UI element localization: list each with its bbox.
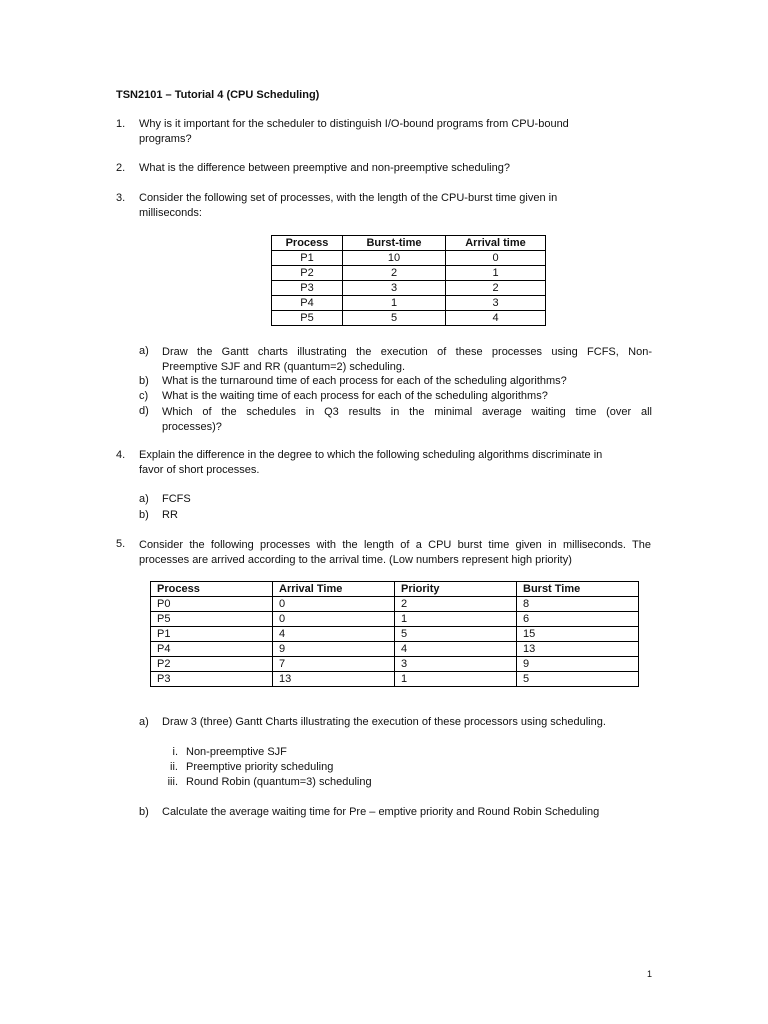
q1-text-line2: programs? [139, 133, 192, 145]
table-cell: 3 [395, 657, 517, 672]
q5-part-a-text: Draw 3 (three) Gantt Charts illustrating the execution of these processors using scheduling. [162, 716, 606, 728]
table-cell: 7 [273, 657, 395, 672]
q3-part-c-text: What is the waiting time of each process for each of the scheduling algorithms? [162, 390, 548, 402]
table-cell: P2 [272, 266, 343, 281]
table-cell: P5 [151, 612, 273, 627]
table-cell: 5 [343, 311, 446, 326]
table-cell: 3 [343, 281, 446, 296]
q3-text-line1: Consider the following set of processes, with the length of the CPU-burst time given in [139, 192, 558, 204]
q5-subpart-ii-text: Preemptive priority scheduling [186, 761, 334, 773]
table-cell: 6 [517, 612, 639, 627]
table-cell: P1 [272, 251, 343, 266]
table-row [151, 657, 639, 672]
q3-part-d-line2: processes)? [162, 421, 222, 433]
table-row [272, 266, 546, 281]
table-cell: 2 [395, 597, 517, 612]
q3-part-label: d) [139, 405, 149, 417]
q4-part-label: a) [139, 493, 149, 505]
table-header-row [151, 582, 639, 597]
q3-text-line2: milliseconds: [139, 207, 202, 219]
table-row [272, 296, 546, 311]
q3-part-a-line1: Draw the Gantt charts illustrating the execution of these processes using FCFS, Non- [162, 346, 652, 358]
table-cell: P2 [151, 657, 273, 672]
document-title: TSN2101 – Tutorial 4 (CPU Scheduling) [116, 89, 320, 101]
q3-part-d-text [162, 405, 652, 435]
table-cell: 4 [273, 627, 395, 642]
q5-subpart-label: iii. [167, 776, 178, 788]
table-cell: 0 [273, 612, 395, 627]
table-cell: 9 [517, 657, 639, 672]
table-cell: 1 [395, 672, 517, 687]
table-header-cell: Burst-time [343, 236, 446, 251]
table-cell: 0 [446, 251, 546, 266]
q5-process-table [150, 581, 639, 687]
table-header-cell: Process [151, 582, 273, 597]
table-cell: P4 [151, 642, 273, 657]
table-cell: 2 [446, 281, 546, 296]
q3-part-label: b) [139, 375, 149, 387]
table-cell: P0 [151, 597, 273, 612]
q2-text: What is the difference between preemptive and non-preemptive scheduling? [139, 162, 510, 174]
q5-subpart-label: ii. [170, 761, 178, 773]
q3-part-label: c) [139, 390, 149, 402]
q5-part-label: b) [139, 806, 149, 818]
q5-subpart-label: i. [172, 746, 178, 758]
table-cell: P4 [272, 296, 343, 311]
q4-text-line2: favor of short processes. [139, 464, 260, 476]
table-row [151, 642, 639, 657]
table-cell: 5 [517, 672, 639, 687]
table-cell: 13 [273, 672, 395, 687]
table-cell: 9 [273, 642, 395, 657]
q5-text-line1: Consider the following processes with the length of a CPU burst time given in milliseconds. The [139, 539, 651, 551]
table-cell: 3 [446, 296, 546, 311]
q1-number: 1. [116, 118, 126, 130]
q3-part-b-text: What is the turnaround time of each process for each of the scheduling algorithms? [162, 375, 567, 387]
q1-text-line1: Why is it important for the scheduler to distinguish I/O-bound programs from CPU-bound [139, 118, 569, 130]
table-header-cell: Priority [395, 582, 517, 597]
table-cell: 1 [395, 612, 517, 627]
q3-part-label: a) [139, 345, 149, 357]
table-cell: 15 [517, 627, 639, 642]
q4-part-b-text: RR [162, 509, 178, 521]
q5-text-line2: processes are arrived according to the arrival time. (Low numbers represent high priority) [139, 554, 572, 566]
q3-process-table [271, 235, 546, 326]
table-cell: 5 [395, 627, 517, 642]
table-header-cell: Burst Time [517, 582, 639, 597]
q4-text-line1: Explain the difference in the degree to which the following scheduling algorithms discriminate in [139, 449, 603, 461]
table-header-cell: Process [272, 236, 343, 251]
table-cell: 0 [273, 597, 395, 612]
table-cell: 13 [517, 642, 639, 657]
table-cell: 1 [446, 266, 546, 281]
table-cell: 10 [343, 251, 446, 266]
q5-part-label: a) [139, 716, 149, 728]
table-cell: 1 [343, 296, 446, 311]
table-row [151, 627, 639, 642]
q3-part-a-text [162, 345, 652, 375]
q4-number: 4. [116, 449, 126, 461]
table-cell: P1 [151, 627, 273, 642]
table-row [272, 251, 546, 266]
table-header-row [272, 236, 546, 251]
q5-subpart-i-text: Non-preemptive SJF [186, 746, 287, 758]
q5-text [139, 538, 651, 568]
table-row [151, 672, 639, 687]
table-row [151, 612, 639, 627]
q5-subpart-iii-text: Round Robin (quantum=3) scheduling [186, 776, 372, 788]
table-cell: 8 [517, 597, 639, 612]
q5-part-b-text: Calculate the average waiting time for Pre – emptive priority and Round Robin Scheduling [162, 806, 600, 818]
table-cell: P3 [151, 672, 273, 687]
q4-part-a-text: FCFS [162, 493, 191, 505]
q2-number: 2. [116, 162, 126, 174]
table-row [151, 597, 639, 612]
table-header-cell: Arrival Time [273, 582, 395, 597]
q3-part-d-line1: Which of the schedules in Q3 results in the minimal average waiting time (over all [162, 406, 652, 418]
table-header-cell: Arrival time [446, 236, 546, 251]
table-cell: 4 [395, 642, 517, 657]
page-number: 1 [647, 969, 653, 979]
table-row [272, 311, 546, 326]
q3-part-a-line2: Preemptive SJF and RR (quantum=2) scheduling. [162, 361, 406, 373]
table-row [272, 281, 546, 296]
table-cell: P3 [272, 281, 343, 296]
table-cell: 2 [343, 266, 446, 281]
table-cell: P5 [272, 311, 343, 326]
q5-number: 5. [116, 538, 126, 550]
table-cell: 4 [446, 311, 546, 326]
q3-number: 3. [116, 192, 126, 204]
q4-part-label: b) [139, 509, 149, 521]
